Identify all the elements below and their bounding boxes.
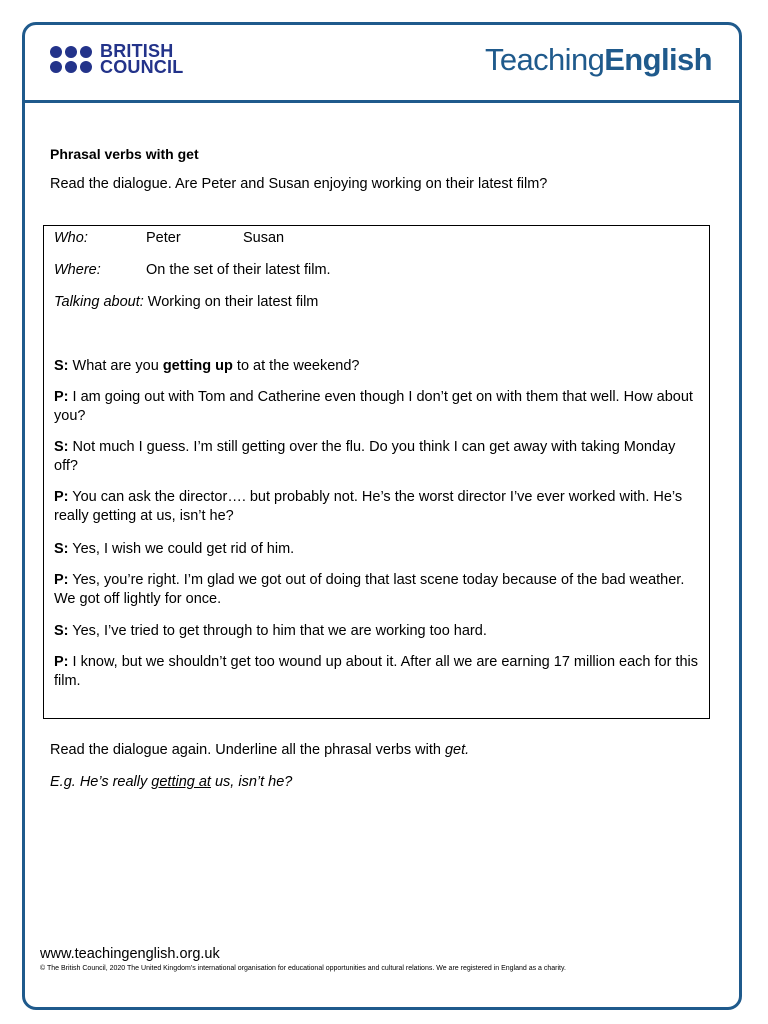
footer-url[interactable]: www.teachingenglish.org.uk	[40, 946, 220, 962]
where-row: Where: On the set of their latest film.	[54, 262, 331, 278]
footer-copyright: © The British Council, 2020 The United Kingdom’s international organisation for educational opportunities and cultural relations. We are registered in England as a charity.	[40, 965, 566, 972]
dialogue-line: S: Yes, I’ve tried to get through to him that we are working too hard.	[54, 623, 487, 639]
task-instruction: Read the dialogue again. Underline all the phrasal verbs with get.	[50, 742, 470, 758]
bc-dots-icon	[50, 46, 92, 73]
dialogue-line: S: Yes, I wish we could get rid of him.	[54, 541, 295, 557]
teaching-english-logo: TeachingEnglish	[484, 42, 712, 77]
bc-wordmark: BRITISH COUNCIL	[100, 41, 184, 77]
header-divider	[22, 100, 742, 103]
dialogue-line: S: What are you getting up to at the weekend?	[54, 358, 360, 374]
dialogue-line: P: Yes, you’re right. I’m glad we got out of doing that last scene today because of the bad weather. We got off lightly for once.	[54, 572, 685, 607]
dialogue-line: S: Not much I guess. I’m still getting over the flu. Do you think I can get away with taking Monday off?	[54, 439, 676, 474]
dialogue-line: P: I know, but we shouldn’t get too wound up about it. After all we are earning 17 million each for this film.	[54, 654, 699, 689]
who-row: Who: Peter Susan	[54, 230, 285, 246]
dialogue-line: P: You can ask the director…. but probably not. He’s the worst director I’ve ever worked with. He’s really getting at us, isn’t he?	[54, 489, 683, 524]
task-example: E.g. He’s really getting at us, isn’t he?	[50, 774, 293, 790]
talking-about-row: Talking about: Working on their latest film	[54, 294, 319, 310]
intro-instruction: Read the dialogue. Are Peter and Susan enjoying working on their latest film?	[50, 176, 548, 192]
dialogue-line: P: I am going out with Tom and Catherine even though I don’t get on with them that well. How about you?	[54, 389, 693, 424]
worksheet-title: Phrasal verbs with get	[50, 146, 199, 162]
british-council-logo	[50, 43, 183, 75]
